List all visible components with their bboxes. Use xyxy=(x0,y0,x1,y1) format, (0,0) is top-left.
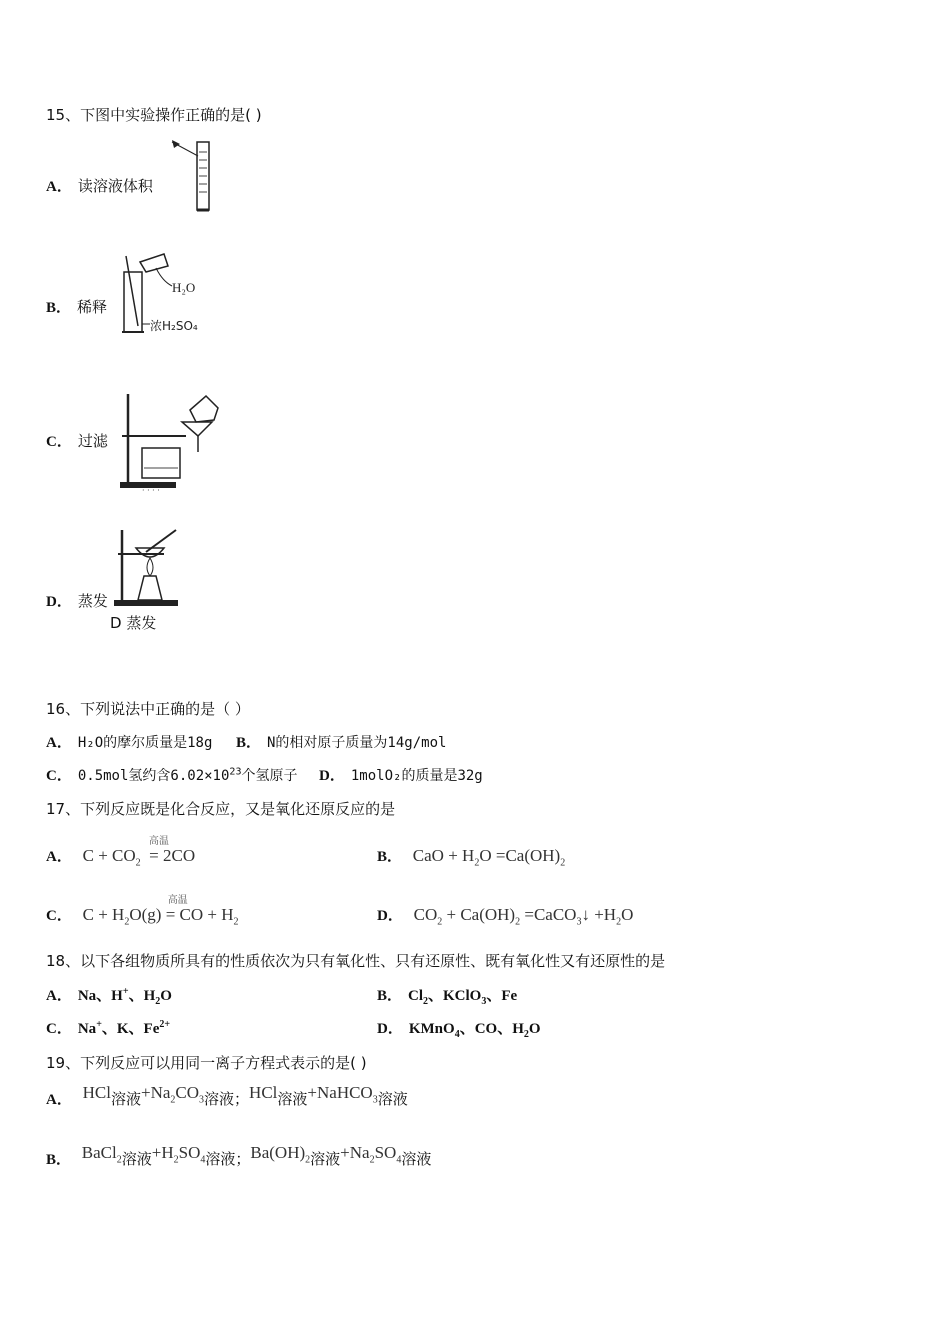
q19-solution-word: 溶液 xyxy=(121,1150,152,1168)
q16-row-ab xyxy=(46,731,446,752)
q19-formula: HCl xyxy=(249,1083,278,1102)
q19-formula: HCl xyxy=(82,1083,111,1102)
q18-option-c xyxy=(46,1017,170,1038)
q17-equation-d: $CO_2 + Ca(OH)_2$ =CaCO$_3$↓ $+H_2O$ xyxy=(413,905,634,928)
q19-solution-word: 溶液； xyxy=(205,1150,251,1168)
q19-formula: +NaHCO$_3$ xyxy=(307,1083,378,1106)
q16-option-c-text: 0.5mol氢约含$6.02\times 10^{23}$个氢原子 xyxy=(77,766,298,784)
q17-stem: 17、下列反应既是化合反应，又是氧化还原反应的是 xyxy=(46,800,396,818)
option-label: C． xyxy=(46,1021,72,1037)
option-text: 读溶液体积 xyxy=(77,177,153,195)
option-label: D． xyxy=(377,908,403,924)
q19-solution-word: 溶液 xyxy=(377,1090,408,1108)
q17-option-b xyxy=(377,845,565,868)
q15-option-c xyxy=(46,430,108,451)
q19-solution-word: 溶液 xyxy=(110,1090,141,1108)
q18-option-d xyxy=(377,1017,541,1040)
q17-option-c xyxy=(46,895,239,928)
q19-formula: BaCl$_2$ xyxy=(81,1143,122,1166)
option-label: A． xyxy=(46,1092,72,1108)
q18-option-b xyxy=(377,984,517,1007)
filtration-figure xyxy=(116,392,222,494)
option-label: B． xyxy=(377,849,403,865)
option-label: C． xyxy=(46,768,72,784)
q17-equation-a: $C + CO_2$ 高温 = 2CO xyxy=(83,846,196,865)
condition-label: 高温 xyxy=(167,895,188,906)
option-label: D． xyxy=(319,768,345,784)
q19-formula: $+Na_2CO_3$ xyxy=(140,1083,205,1106)
option-text: 稀释 xyxy=(77,298,108,316)
option-label: D． xyxy=(377,1021,403,1037)
q19-stem: 19、下列反应可以用同一离子方程式表示的是( ) xyxy=(46,1054,367,1072)
q17-equation-b: CaO + $H_2O =Ca(OH)_2$ xyxy=(412,846,566,869)
dilution-figure xyxy=(116,252,216,338)
q16-option-d-text: 1molO₂的质量是32g xyxy=(350,768,483,784)
q19-solution-word: 溶液 xyxy=(401,1150,432,1168)
option-text: 蒸发 xyxy=(77,592,108,610)
q15-option-d xyxy=(46,590,108,611)
q18-option-a xyxy=(46,984,172,1007)
option-label: C． xyxy=(46,908,72,924)
condition-label: 高温 xyxy=(148,836,169,847)
q17-equation-c: $C + H_2O(g)$ 高温 = CO + $H_2$ xyxy=(83,905,239,924)
q19-option-b xyxy=(46,1143,432,1171)
q19-solution-word: 溶液； xyxy=(204,1090,250,1108)
option-label: A． xyxy=(46,849,72,865)
option-text: 过滤 xyxy=(77,432,108,450)
evaporation-caption: D 蒸发 xyxy=(110,614,157,632)
water-label: H₂O xyxy=(172,280,196,295)
q15-option-a xyxy=(46,175,153,196)
q18-option-c-text: Na+、K、$Fe^{2+}$ xyxy=(77,1019,171,1037)
q19-option-a xyxy=(46,1083,408,1111)
option-label: A． xyxy=(46,179,72,195)
option-label: B． xyxy=(46,300,72,316)
q17-option-d xyxy=(377,904,633,927)
option-label: A． xyxy=(46,735,72,751)
q19-solution-word: 溶液 xyxy=(310,1150,341,1168)
q18-option-a-text: Na、H+、$H_2O$ xyxy=(77,986,172,1007)
option-label: C． xyxy=(46,434,72,450)
q18-stem: 18、以下各组物质所具有的性质依次为只有氧化性、只有还原性、既有氧化性又有还原性的是 xyxy=(46,952,666,970)
q19-solution-word: 溶液 xyxy=(277,1090,308,1108)
option-label: B． xyxy=(235,735,261,751)
q16-row-cd xyxy=(46,764,483,785)
graduated-cylinder-figure xyxy=(168,138,218,214)
svg-text:· · · ·: · · · · xyxy=(142,486,160,494)
q16-option-a-text: H₂O的摩尔质量是18g xyxy=(77,735,213,751)
q19-formula: $+Na_2SO_4$ xyxy=(340,1143,402,1166)
q15-stem: 15、下图中实验操作正确的是( ) xyxy=(46,106,262,124)
q15-option-b xyxy=(46,296,107,317)
q18-option-d-text: KMnO$_4$、CO、$H_2O$ xyxy=(408,1021,541,1040)
option-label: B． xyxy=(377,988,403,1004)
option-label: A． xyxy=(46,988,72,1004)
q16-option-b-text: N的相对原子质量为14g/mol xyxy=(267,735,447,751)
acid-label: 浓H₂SO₄ xyxy=(150,319,198,333)
option-label: D． xyxy=(46,594,72,610)
option-label: B． xyxy=(46,1152,72,1168)
evaporation-figure xyxy=(112,526,188,610)
q17-option-a xyxy=(46,836,196,869)
q19-formula: $Ba(OH)_2$ xyxy=(250,1143,311,1166)
q16-stem: 16、下列说法中正确的是（ ） xyxy=(46,700,250,718)
q18-option-b-text: $Cl_2$、KClO$_3$、Fe xyxy=(408,988,518,1007)
q19-formula: $+H_2SO_4$ xyxy=(151,1143,206,1166)
